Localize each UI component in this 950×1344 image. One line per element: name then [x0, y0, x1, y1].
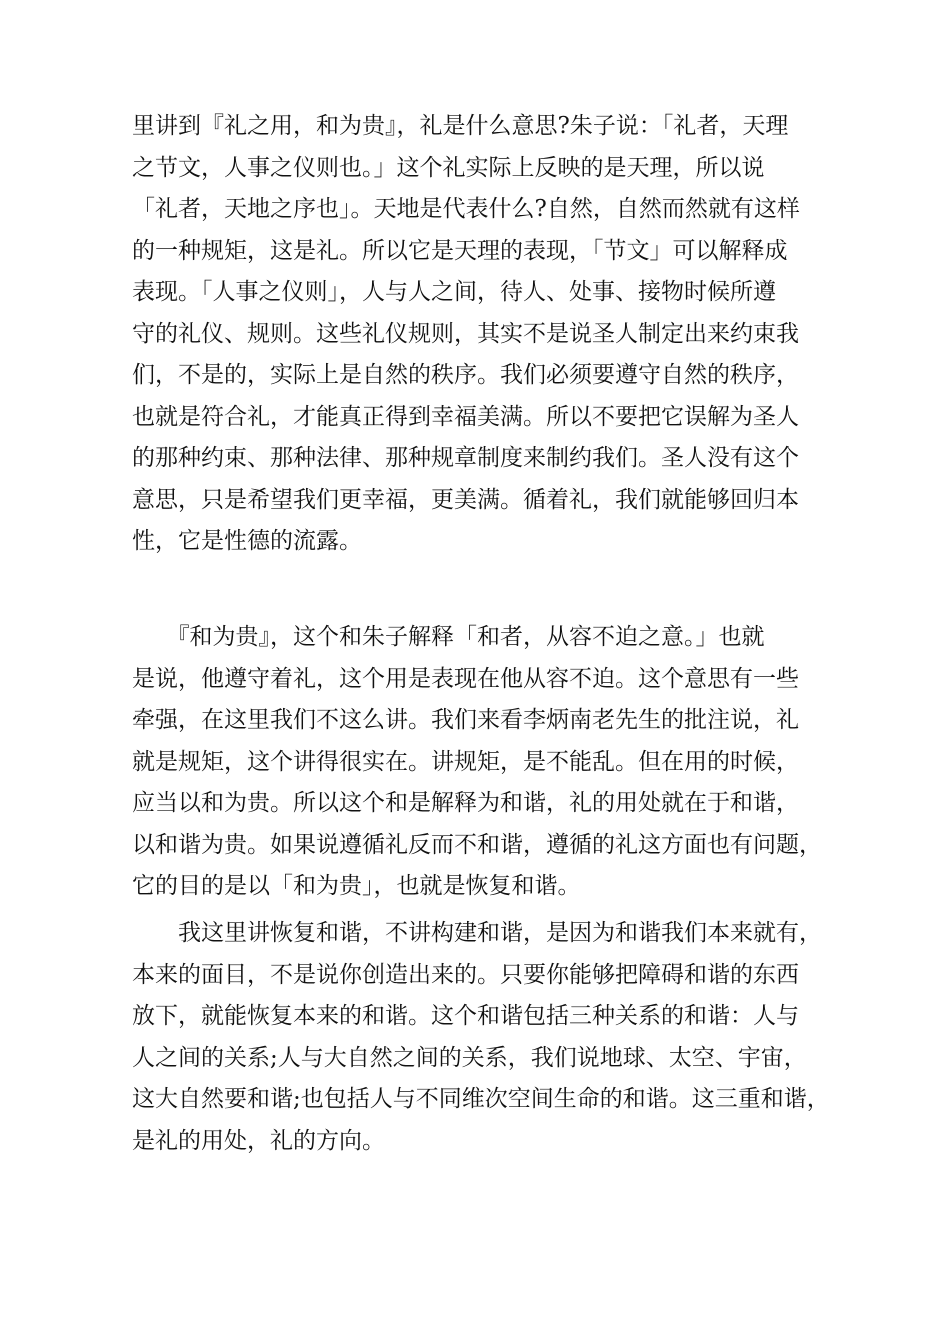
text-line: 本来的面目，不是说你创造出来的。只要你能够把障碍和谐的东西 [132, 961, 799, 988]
text-line: 是礼的用处，礼的方向。 [132, 1127, 385, 1154]
text-line: 的一种规矩，这是礼。所以它是天理的表现，「节文」可以解释成 [132, 237, 788, 264]
text-line: 以和谐为贵。如果说遵循礼反而不和谐，遵循的礼这方面也有问题， [132, 831, 822, 858]
text-line: 牵强，在这里我们不这么讲。我们来看李炳南老先生的批注说，礼 [132, 707, 799, 733]
paragraph-3 [132, 913, 842, 1162]
text-line: 性，它是性德的流露。 [132, 528, 362, 554]
text-line: 表现。「人事之仪则」，人与人之间，待人、处事、接物时候所遵 [132, 279, 776, 305]
paragraph-2 [132, 617, 842, 908]
text-line: 们，不是的，实际上是自然的秩序。我们必须要遵守自然的秩序， [132, 362, 799, 388]
text-line: 它的目的是以「和为贵」，也就是恢复和谐。 [132, 873, 581, 899]
text-line: 人之间的关系;人与大自然之间的关系，我们说地球、太空、宇宙， [132, 1044, 807, 1071]
paragraph-1 [132, 106, 842, 563]
text-line: 的那种约束、那种法律、那种规章制度来制约我们。圣人没有这个 [132, 445, 799, 471]
text-line: 是说，他遵守着礼，这个用是表现在他从容不迫。这个意思有一些 [132, 665, 799, 692]
text-line: 「礼者，天地之序也」。天地是代表什么?自然，自然而然就有这样 [132, 196, 800, 222]
text-line: 我这里讲恢复和谐，不讲构建和谐，是因为和谐我们本来就有， [132, 920, 822, 946]
text-line: 也就是符合礼，才能真正得到幸福美满。所以不要把它误解为圣人 [132, 403, 799, 430]
text-line: 之节文，人事之仪则也。」这个礼实际上反映的是天理，所以说 [132, 154, 765, 181]
text-line: 『和为贵』，这个和朱子解释「和者，从容不迫之意。」也就 [132, 624, 765, 650]
text-line: 意思，只是希望我们更幸福，更美满。循着礼，我们就能够回归本 [132, 486, 799, 513]
text-line: 放下，就能恢复本来的和谐。这个和谐包括三种关系的和谐：人与 [132, 1003, 799, 1029]
text-line: 守的礼仪、规则。这些礼仪规则，其实不是说圣人制定出来约束我 [132, 320, 799, 347]
text-line: 这大自然要和谐;也包括人与不同维次空间生命的和谐。这三重和谐， [132, 1086, 830, 1112]
text-line: 里讲到『礼之用，和为贵』，礼是什么意思?朱子说：「礼者，天理 [132, 113, 789, 139]
text-line: 就是规矩，这个讲得很实在。讲规矩，是不能乱。但在用的时候， [132, 748, 799, 775]
text-line: 应当以和为贵。所以这个和是解释为和谐，礼的用处就在于和谐， [132, 790, 799, 816]
